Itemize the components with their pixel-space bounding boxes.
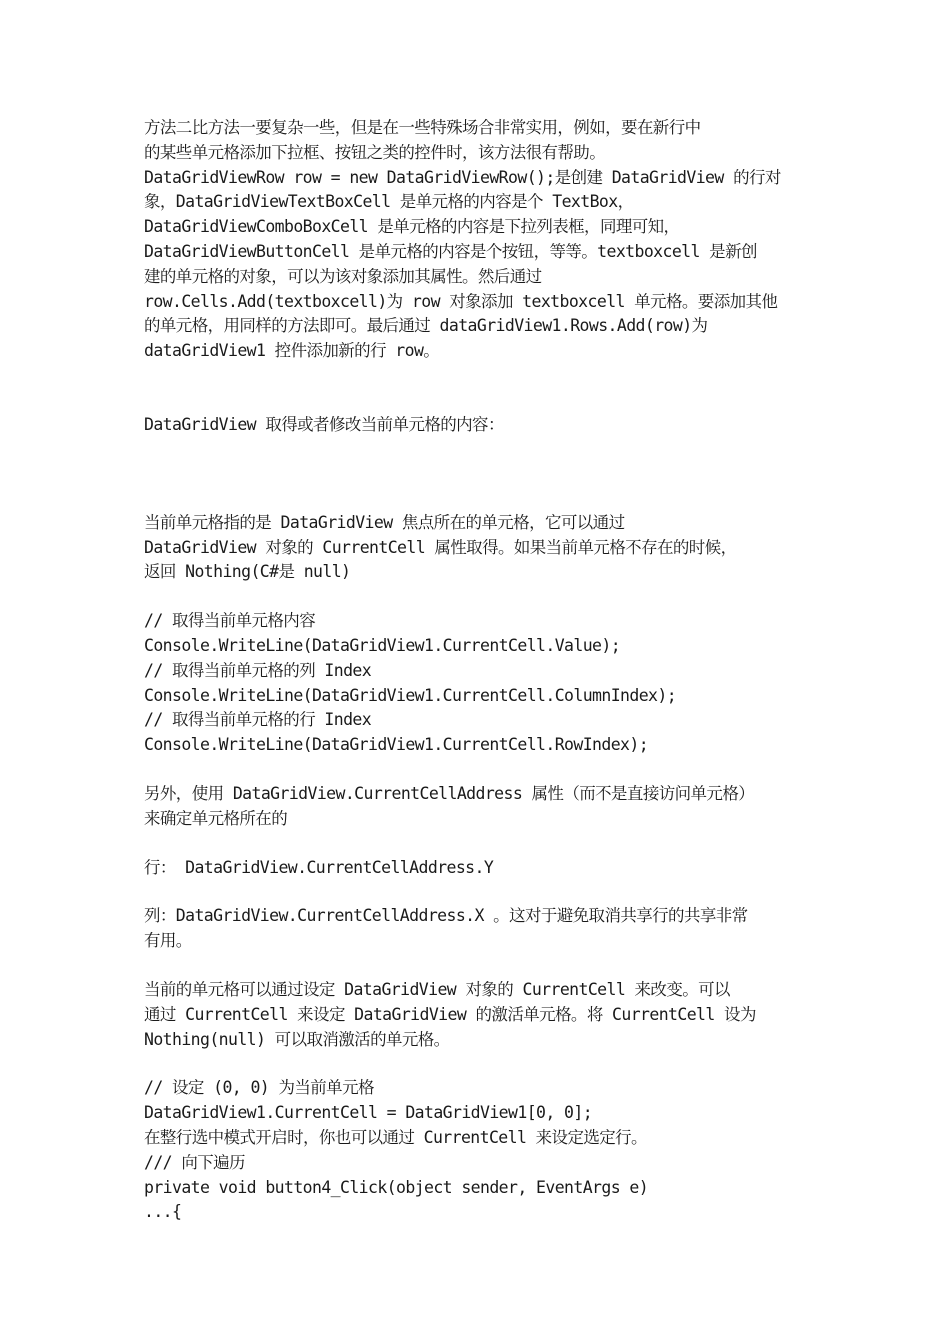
code-line: Console.WriteLine(DataGridView1.CurrentCell.RowIndex); bbox=[144, 735, 649, 755]
change-cell-paragraph bbox=[144, 978, 812, 1052]
address-paragraph bbox=[144, 782, 812, 832]
intro-paragraph bbox=[144, 116, 812, 364]
text-line: DataGridViewButtonCell 是单元格的内容是个按钮，等等。textboxcell 是新创 bbox=[144, 241, 757, 261]
row-address-line: 行： DataGridView.CurrentCellAddress.Y bbox=[144, 857, 494, 877]
text-line: 的某些单元格添加下拉框、按钮之类的控件时，该方法很有帮助。 bbox=[144, 142, 606, 162]
text-line: Nothing(null) 可以取消激活的单元格。 bbox=[144, 1029, 450, 1049]
text-line: 建的单元格的对象，可以为该对象添加其属性。然后通过 bbox=[144, 266, 542, 286]
text-line: 返回 Nothing(C#是 null) bbox=[144, 562, 351, 582]
text-line: 列：DataGridView.CurrentCellAddress.X 。这对于避免取消共享行的共享非常 bbox=[144, 906, 748, 926]
code-line: // 设定 (0, 0) 为当前单元格 bbox=[144, 1078, 374, 1098]
section-heading: DataGridView 取得或者修改当前单元格的内容： bbox=[144, 414, 504, 434]
text-line: 通过 CurrentCell 来设定 DataGridView 的激活单元格。将 CurrentCell 设为 bbox=[144, 1004, 756, 1024]
code-line: // 取得当前单元格的列 Index bbox=[144, 660, 372, 680]
code-line: 在整行选中模式开启时，你也可以通过 CurrentCell 来设定选定行。 bbox=[144, 1127, 647, 1147]
text-line: 方法二比方法一要复杂一些，但是在一些特殊场合非常实用，例如，要在新行中 bbox=[144, 118, 701, 137]
text-line: 的单元格，用同样的方法即可。最后通过 dataGridView1.Rows.Add(row)为 bbox=[144, 316, 708, 336]
text-line: DataGridViewComboBoxCell 是单元格的内容是下拉列表框，同理可知， bbox=[144, 217, 680, 237]
text-line: dataGridView1 控件添加新的行 row。 bbox=[144, 341, 440, 361]
current-cell-paragraph bbox=[144, 511, 812, 585]
text-line: 象，DataGridViewTextBoxCell 是单元格的内容是个 TextBox， bbox=[144, 192, 634, 212]
column-address-paragraph bbox=[144, 904, 812, 954]
text-line: row.Cells.Add(textboxcell)为 row 对象添加 textboxcell 单元格。要添加其他 bbox=[144, 291, 778, 311]
code-line: Console.WriteLine(DataGridView1.CurrentCell.Value); bbox=[144, 635, 621, 655]
text-line: 当前单元格指的是 DataGridView 焦点所在的单元格，它可以通过 bbox=[144, 512, 625, 532]
code-line: DataGridView1.CurrentCell = DataGridView1[0, 0]; bbox=[144, 1103, 593, 1123]
text-line: 另外，使用 DataGridView.CurrentCellAddress 属性（而不是直接访问单元格） bbox=[144, 783, 755, 803]
code-line: // 取得当前单元格的行 Index bbox=[144, 710, 372, 730]
text-line: 有用。 bbox=[144, 931, 192, 951]
text-line: DataGridViewRow row = new DataGridViewRow();是创建 DataGridView 的行对 bbox=[144, 167, 781, 187]
code-line: Console.WriteLine(DataGridView1.CurrentCell.ColumnIndex); bbox=[144, 685, 677, 705]
code-block-current-cell bbox=[144, 609, 812, 758]
text-line: 当前的单元格可以通过设定 DataGridView 对象的 CurrentCell 来改变。可以 bbox=[144, 979, 730, 999]
code-block-set-cell bbox=[144, 1076, 812, 1225]
code-line: ...{ bbox=[144, 1202, 182, 1222]
text-line: DataGridView 对象的 CurrentCell 属性取得。如果当前单元格不存在的时候， bbox=[144, 537, 737, 557]
document-page bbox=[144, 116, 812, 1225]
code-line: private void button4_Click(object sender, EventArgs e) bbox=[144, 1177, 649, 1197]
code-line: // 取得当前单元格内容 bbox=[144, 611, 316, 631]
text-line: 来确定单元格所在的 bbox=[144, 808, 288, 828]
code-line: /// 向下遍历 bbox=[144, 1152, 245, 1172]
